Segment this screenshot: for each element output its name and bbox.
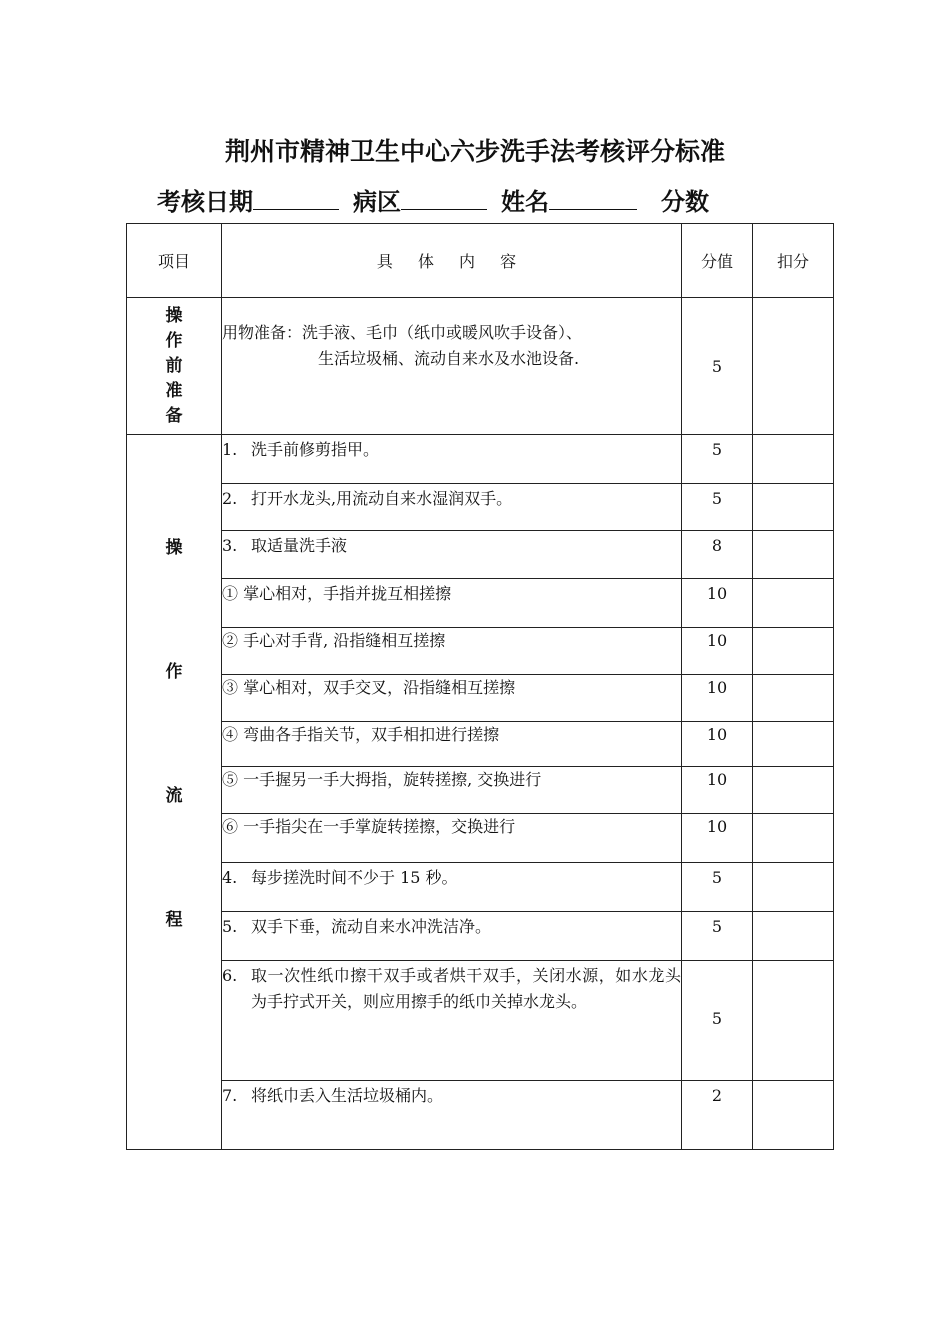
ward-label: 病区 xyxy=(353,188,401,216)
header-deduct: 扣分 xyxy=(753,224,834,298)
step-score: 8 xyxy=(682,531,753,579)
step-score: 5 xyxy=(682,435,753,484)
step-score: 5 xyxy=(682,484,753,531)
header-fields xyxy=(157,182,709,217)
deduct-cell[interactable] xyxy=(753,579,834,628)
table-row: 2. 打开水龙头,用流动自来水湿润双手。 5 xyxy=(127,484,834,531)
table-row: 6. 取一次性纸巾擦干双手或者烘干双手，关闭水源，如水龙头为手拧式开关，则应用擦手的纸巾关掉水龙头。 5 xyxy=(127,960,834,1080)
prep-score: 5 xyxy=(682,298,753,435)
category-flow-char: 作 xyxy=(165,662,183,682)
deduct-cell[interactable] xyxy=(753,813,834,862)
step-text: ② 手心对手背, 沿指缝相互搓擦 xyxy=(222,631,446,651)
step-text: ⑤ 一手握另一手大拇指，旋转搓擦, 交换进行 xyxy=(222,770,542,790)
prep-deduct-cell[interactable] xyxy=(753,298,834,435)
deduct-cell[interactable] xyxy=(753,531,834,579)
deduct-cell[interactable] xyxy=(753,435,834,484)
table-row xyxy=(127,767,834,813)
deduct-cell[interactable] xyxy=(753,484,834,531)
deduct-cell[interactable] xyxy=(753,1080,834,1149)
step-score: 10 xyxy=(682,722,753,767)
category-flow xyxy=(127,435,222,1150)
step-text: 打开水龙头,用流动自来水湿润双手。 xyxy=(251,489,513,509)
step-text: 洗手前修剪指甲。 xyxy=(251,440,380,459)
table-row xyxy=(127,813,834,862)
prep-content-line2: 生活垃圾桶、流动自来水及水池设备. xyxy=(318,349,580,368)
step-text: 取适量洗手液 xyxy=(251,536,348,556)
step-text: ⑥ 一手指尖在一手掌旋转搓擦，交换进行 xyxy=(222,816,516,836)
ward-blank[interactable] xyxy=(401,187,487,210)
deduct-cell[interactable] xyxy=(753,722,834,767)
category-prep: 操 作 前 准 备 xyxy=(127,298,222,435)
step-text: 取一次性纸巾擦干双手或者烘干双手，关闭水源，如水龙头为手拧式开关，则应用擦手的纸巾关掉水龙头。 xyxy=(251,965,681,1011)
deduct-cell[interactable] xyxy=(753,675,834,722)
date-label: 考核日期 xyxy=(157,188,253,216)
header-score: 分值 xyxy=(682,224,753,298)
table-header-row xyxy=(127,224,834,298)
step-text: ③ 掌心相对，双手交叉，沿指缝相互搓擦 xyxy=(222,678,516,698)
deduct-cell[interactable] xyxy=(753,911,834,960)
category-flow-char: 程 xyxy=(165,910,183,930)
date-blank[interactable] xyxy=(253,187,339,210)
table-row: 5. 双手下垂，流动自来水冲洗洁净。 5 xyxy=(127,911,834,960)
table-row: 7. 将纸巾丢入生活垃圾桶内。 2 xyxy=(127,1080,834,1149)
score-label: 分数 xyxy=(661,188,709,216)
table-row-prep xyxy=(127,298,834,435)
deduct-cell[interactable] xyxy=(753,862,834,911)
step-score: 5 xyxy=(682,960,753,1080)
table-row: 4. 每步搓洗时间不少于 15 秒。 5 xyxy=(127,862,834,911)
step-text: 每步搓洗时间不少于 15 秒。 xyxy=(251,867,458,887)
step-score: 10 xyxy=(682,675,753,722)
name-label: 姓名 xyxy=(501,188,549,216)
table-row: 操 作 流 程 1. 洗手前修剪指甲。 5 xyxy=(127,435,834,484)
header-content: 具 体 内 容 xyxy=(222,224,682,298)
header-item: 项目 xyxy=(127,224,222,298)
prep-content xyxy=(222,298,682,435)
deduct-cell[interactable] xyxy=(753,767,834,813)
category-flow-char: 流 xyxy=(165,786,183,806)
step-score: 10 xyxy=(682,628,753,675)
name-blank[interactable] xyxy=(549,187,637,210)
deduct-cell[interactable] xyxy=(753,628,834,675)
step-text: ④ 弯曲各手指关节，双手相扣进行搓擦 xyxy=(222,725,500,745)
step-text: ① 掌心相对，手指并拢互相搓擦 xyxy=(222,584,452,604)
table-row xyxy=(127,628,834,675)
step-text: 双手下垂，流动自来水冲洗洁净。 xyxy=(251,916,492,936)
scoring-table xyxy=(126,223,834,1150)
step-score: 10 xyxy=(682,767,753,813)
table-row xyxy=(127,675,834,722)
page-title: 荆州市精神卫生中心六步洗手法考核评分标准 xyxy=(224,137,725,166)
table-row xyxy=(127,722,834,767)
step-text: 将纸巾丢入生活垃圾桶内。 xyxy=(251,1085,444,1105)
prep-content-line1: 用物准备：洗手液、毛巾（纸巾或暖风吹手设备）、 xyxy=(222,323,583,342)
table-row: 3. 取适量洗手液 8 xyxy=(127,531,834,579)
table-row xyxy=(127,579,834,628)
step-score: 2 xyxy=(682,1080,753,1149)
step-score: 10 xyxy=(682,579,753,628)
step-score: 5 xyxy=(682,862,753,911)
category-flow-char: 操 xyxy=(165,538,183,558)
step-score: 10 xyxy=(682,813,753,862)
deduct-cell[interactable] xyxy=(753,960,834,1080)
step-score: 5 xyxy=(682,911,753,960)
